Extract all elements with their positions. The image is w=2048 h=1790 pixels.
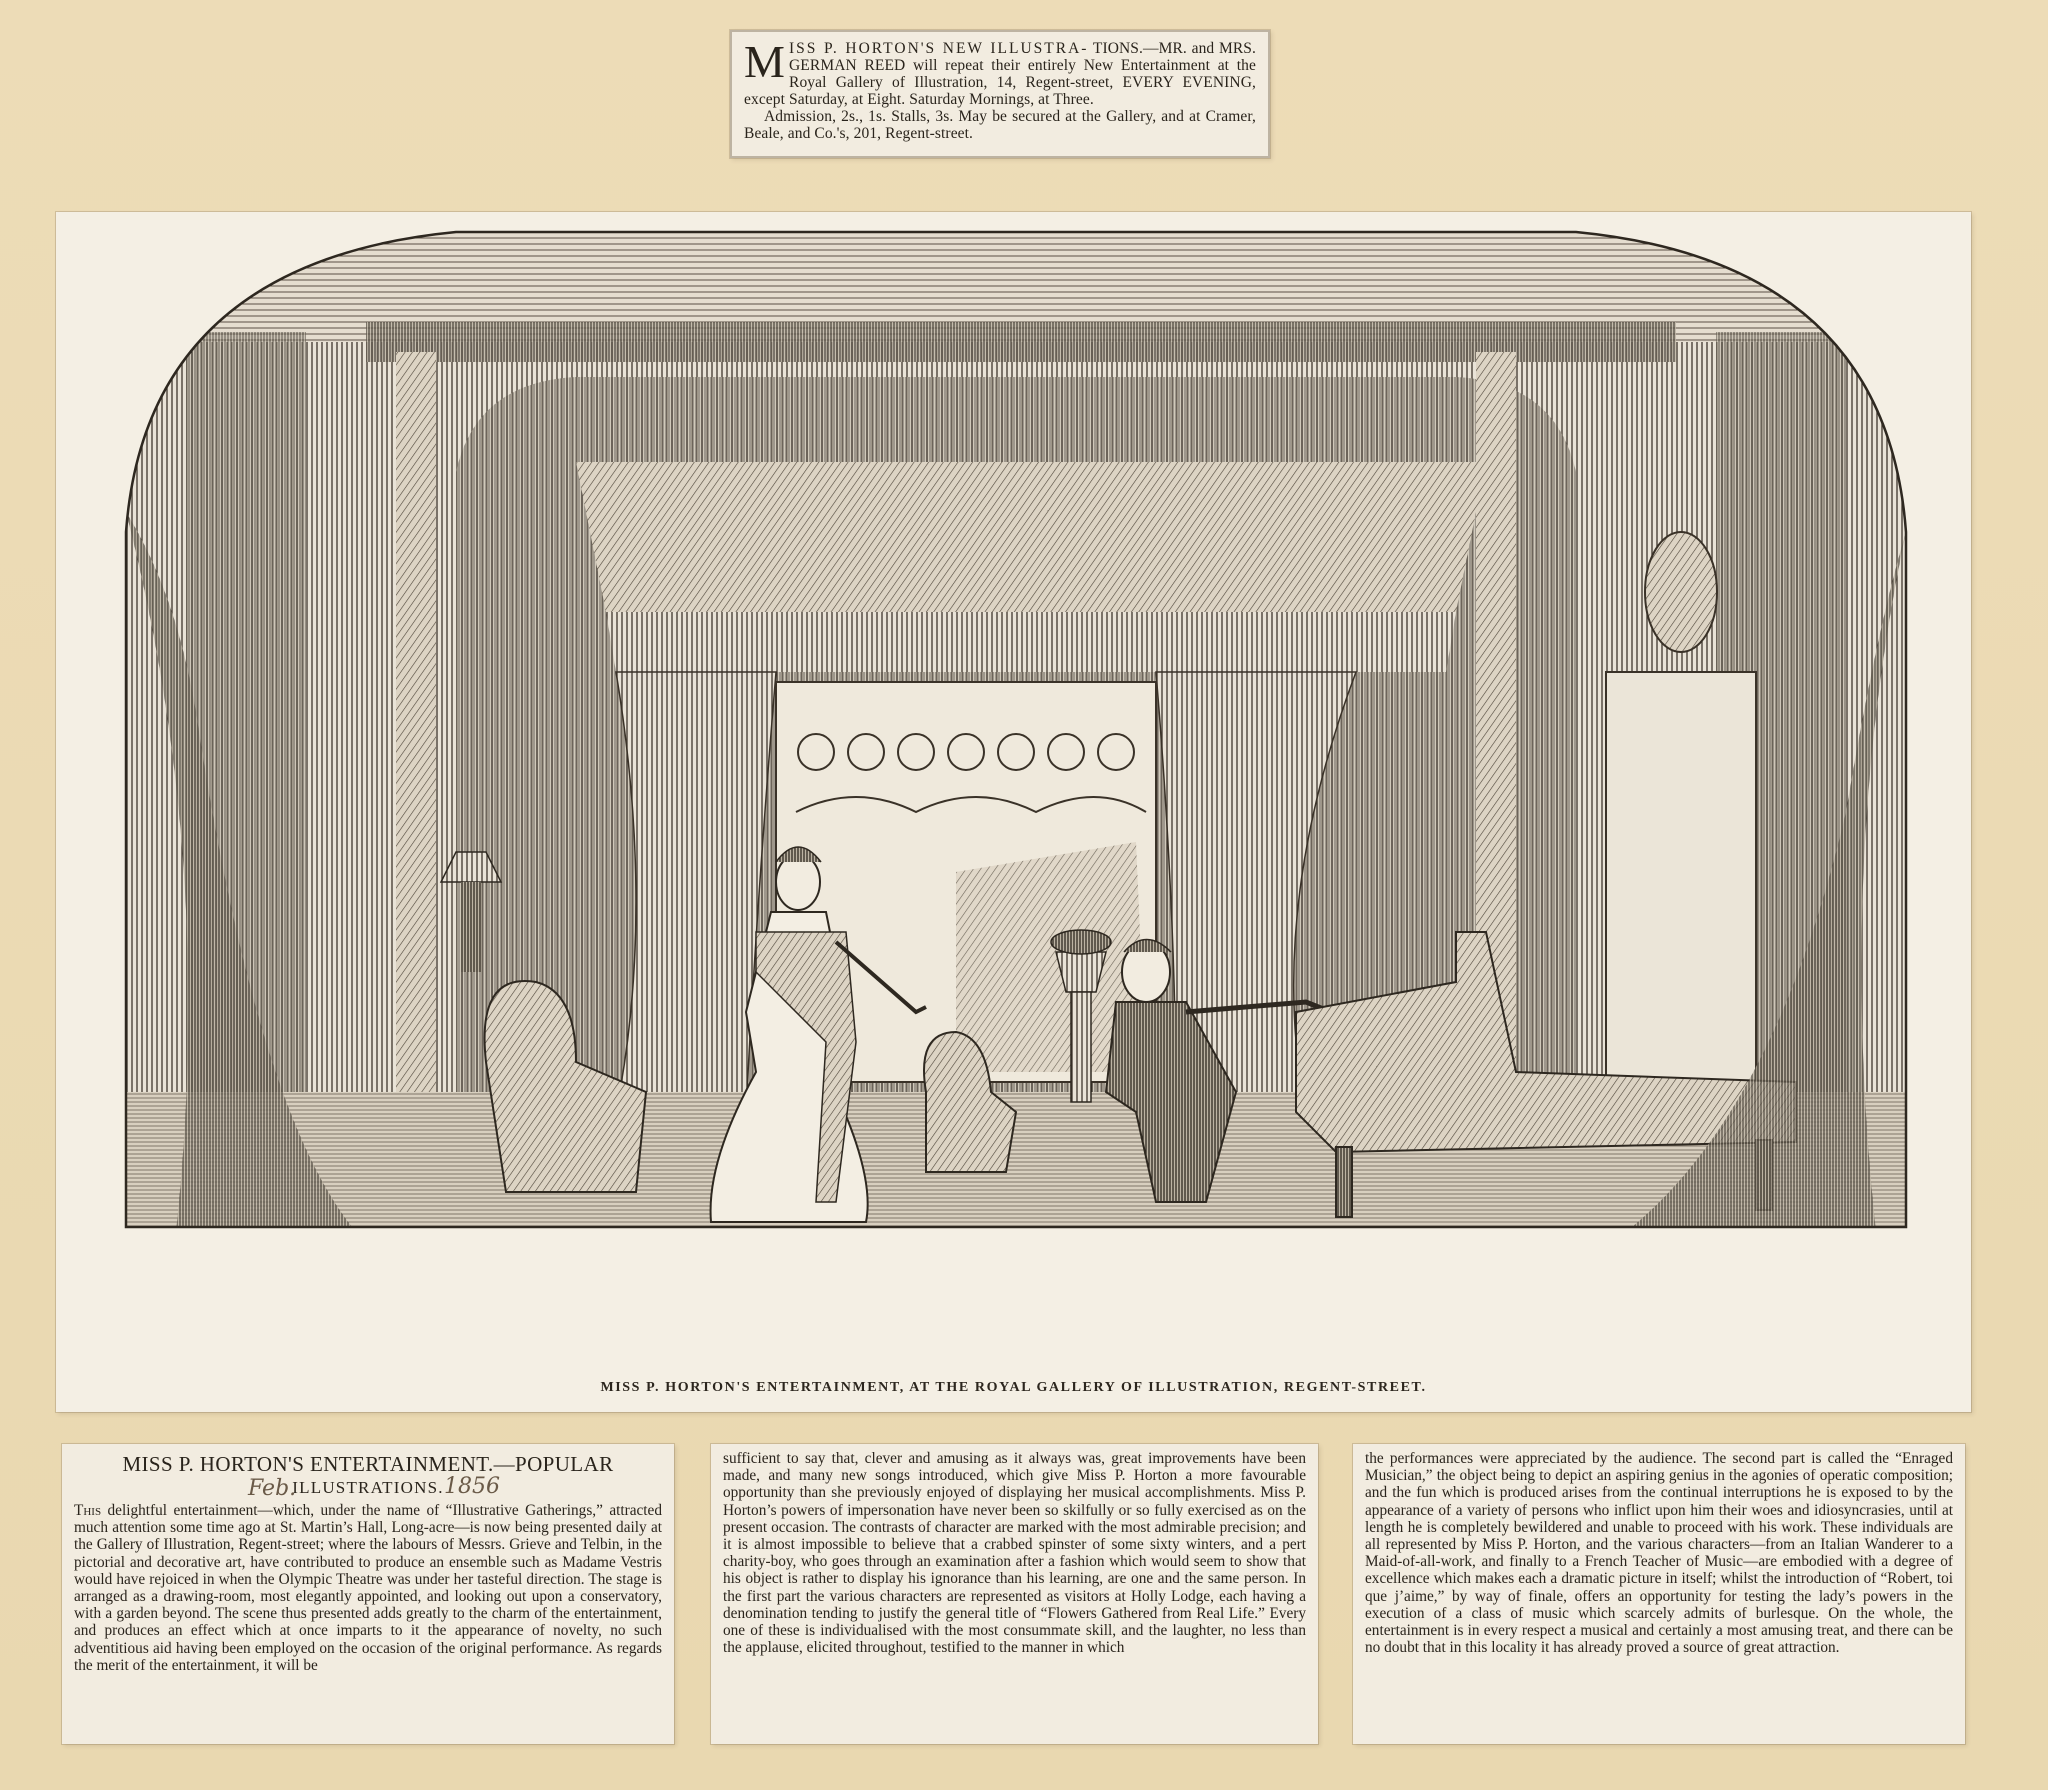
article-text-3: the performances were appreciated by the audience. The second part is called the “Enraged Musician,” the object being to depict an aspiring genius in the agonies of operatic composition; and the fun which is produced arises from the continual interruptions he is exposed to by the appearance of a variety of persons who inflict upon him their woes and idiosyncrasies, until at length he is completely bewildered and unable to proceed with his work. These individuals are all represented by Miss P. Horton, and the various characters—from an Italian Wanderer to a Maid-of-all-work, and finally to a French Teacher of Music—are embodied with a degree of excellence which makes each a dramatic picture in itself; whilst the introduction of “Robert, toi que j’aime,” by way of finale, offers an opportunity for testing the lady’s powers in the execution of a class of music which scarcely admits of burlesque. On the whole, the entertainment is in every respect a musical and certainly a most amusing treat, and there can be no doubt that in this locality it has already proved a source of great attraction. (1365, 1450, 1953, 1657)
advertisement-clipping (730, 30, 1270, 158)
stage-scene (126, 232, 1906, 1232)
advertisement-admission: Admission, 2s., 1s. Stalls, 3s. May be secured at the Gallery, and at Cramer, Beale, and Co.'s, 201, Regent-street. (744, 108, 1256, 142)
article-subtitle: ILLUSTRATIONS. (292, 1478, 444, 1497)
engraving-illustration (56, 212, 1971, 1412)
handwritten-year-note: 1856 (444, 1474, 500, 1499)
article-lead-word: This (74, 1502, 102, 1519)
engraving-clipping (56, 212, 1971, 1412)
oval-medallion (1645, 532, 1717, 652)
canopy-valance (576, 462, 1486, 612)
article-column-2 (711, 1444, 1318, 1744)
canopy-fringe (606, 612, 1456, 672)
advertisement-text (744, 36, 1256, 108)
article-paragraph-1 (74, 1502, 662, 1674)
handwritten-month-note: Feb. (248, 1476, 297, 1501)
article-title: MISS P. HORTON'S ENTERTAINMENT.—POPULAR (122, 1452, 614, 1476)
advertisement-heading: ISS P. HORTON'S NEW ILLUSTRA- (789, 40, 1089, 57)
engraving-caption: MISS P. HORTON'S ENTERTAINMENT, AT THE ROYAL GALLERY OF ILLUSTRATION, REGENT-STREET. (600, 1380, 1427, 1395)
article-column-1 (62, 1444, 674, 1744)
advertisement-dropcap: M (744, 36, 786, 87)
article-column-3 (1353, 1444, 1965, 1744)
article-text-1: delightful entertainment—which, under the name of “Illustrative Gatherings,” attracted much attention some time ago at St. Martin’s Hall, Long-acre—is now being presented daily at the Gallery of Illustration, Regent-street; where the labours of Messrs. Grieve and Telbin, in the pictorial and decorative art, have contributed to produce an ensemble such as Madame Vestris would have rejoiced in when the Olympic Theatre was under her tasteful direction. The stage is arranged as a drawing-room, most elegantly appointed, and looking out upon a conservatory, with a garden beyond. The scene thus presented adds greatly to the charm of the entertainment, and produces an effect which at once imparts to it the appearance of novelty, no such adventitious aid having been employed on the occasion of the original performance. As regards the merit of the entertainment, it will be (74, 1502, 662, 1674)
wall-ornament-left (396, 352, 436, 1112)
article-text-2: sufficient to say that, clever and amusing as it always was, great improvements have been made, and many new songs introduced, which give Miss P. Horton a more favourable opportunity than she previously enjoyed of displaying her musical accomplishments. Miss P. Horton’s powers of impersonation have never been so skilfully or so fully exercised as on the present occasion. The contrasts of character are marked with the most admirable precision; and it is almost impossible to believe that a crabbed spinster of some sixty winters, and a pert charity-boy, who goes through an examination after a fashion which would seem to show that his object is rather to display his ignorance than his learning, are one and the same person. In the first part the various characters are represented as visitors at Holly Lodge, each having a denomination tending to justify the general title of “Flowers Gathered from Real Life.” Every one of these is individualised with the most consummate skill, and the laughter, no less than the applause, elicited throughout, testified to the manner in which (723, 1450, 1306, 1657)
advertisement-body: TIONS.—MR. and MRS. GERMAN REED will repeat their entirely New Entertainment at the Royal Gallery of Illustration, 14, Regent-street, EVERY EVENING, except Saturday, at Eight. Saturday Mornings, at Three. (744, 40, 1256, 108)
